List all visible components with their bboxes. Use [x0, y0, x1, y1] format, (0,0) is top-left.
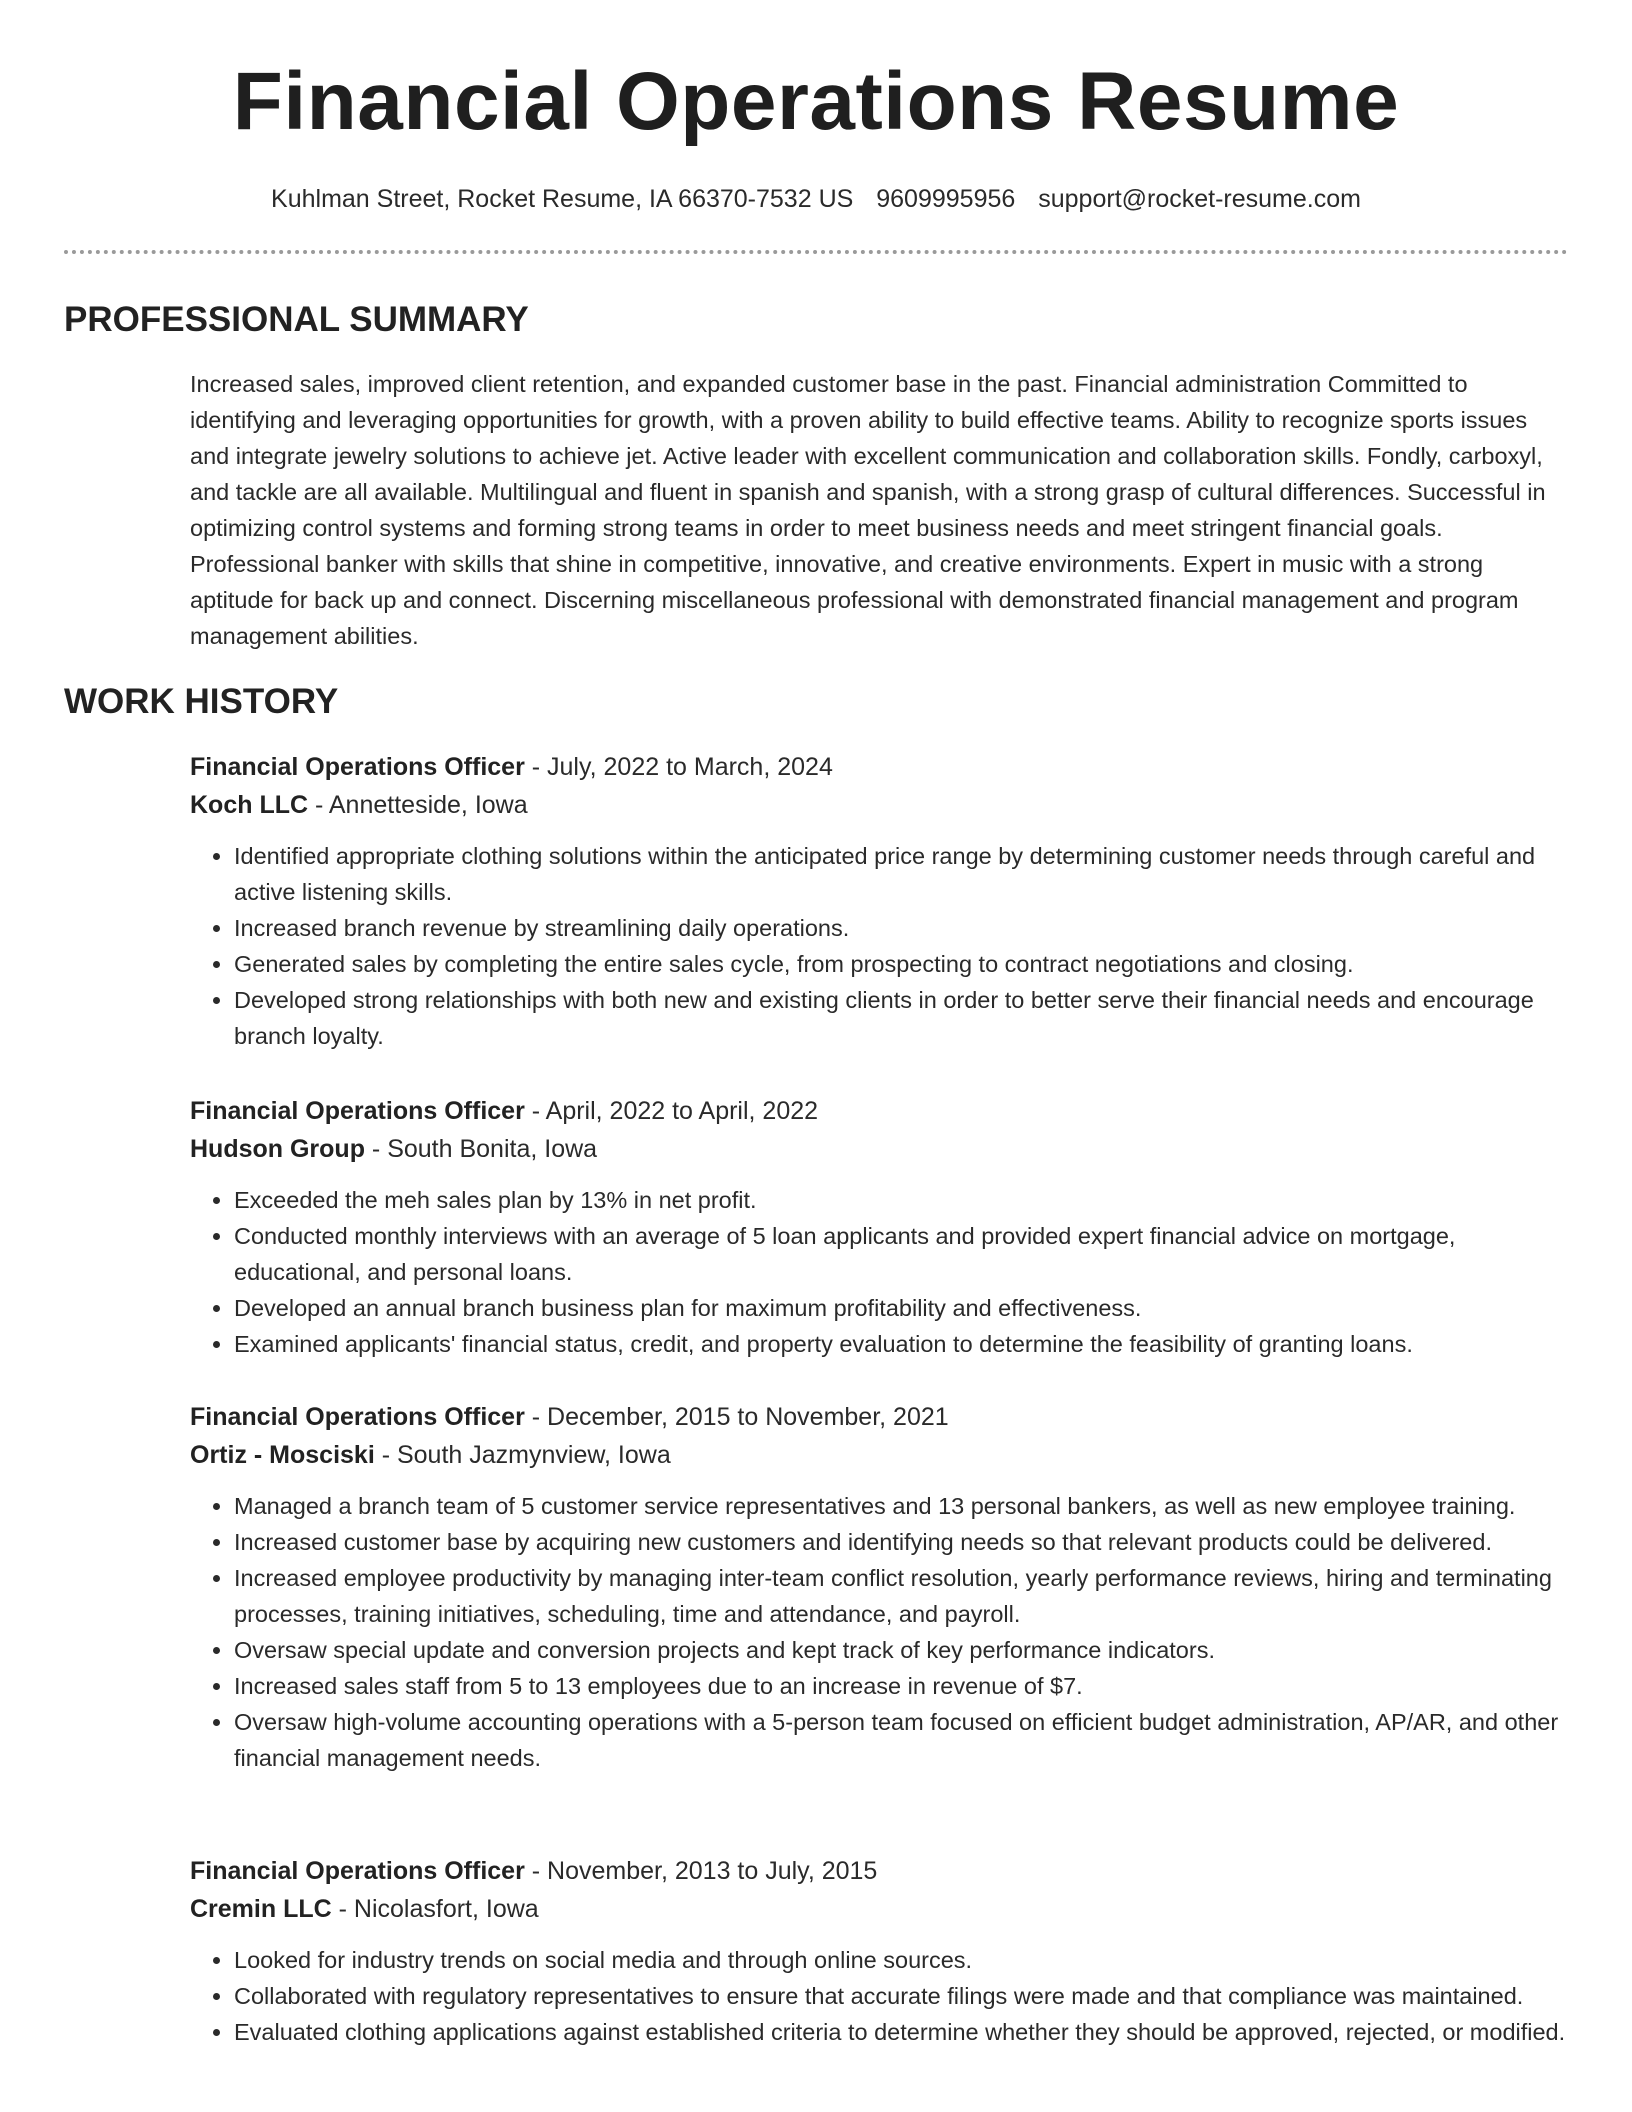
job-bullet: • Increased customer base by acquiring new customers and identifying needs so that relevant products could be delivered.	[234, 1524, 1570, 1560]
job-bullet: • Oversaw high-volume accounting operations with a 5-person team focused on efficient budget administration, AP/AR, and other financial management needs.	[234, 1704, 1570, 1776]
job-bullet: • Developed an annual branch business plan for maximum profitability and effectiveness.	[234, 1290, 1570, 1326]
contact-phone: 9609995956	[876, 185, 1016, 213]
job-bullet: • Generated sales by completing the entire sales cycle, from prospecting to contract negotiations and closing.	[234, 946, 1570, 982]
job-company: Koch LLC	[190, 791, 309, 819]
job-bullets	[190, 1942, 1570, 2050]
job-title: Financial Operations Officer	[190, 1857, 525, 1885]
job-location: - South Jazmynview, Iowa	[374, 1441, 671, 1469]
resume-title: Financial Operations Resume	[232, 56, 1400, 147]
job-bullet: • Increased sales staff from 5 to 13 employees due to an increase in revenue of $7.	[234, 1668, 1570, 1704]
contact-address: Kuhlman Street, Rocket Resume, IA 66370-7532 US	[271, 185, 854, 213]
job-title: Financial Operations Officer	[190, 1403, 525, 1431]
job-bullet: • Examined applicants' financial status, credit, and property evaluation to determine the feasibility of granting loans.	[234, 1326, 1570, 1362]
contact-email: support@rocket-resume.com	[1038, 185, 1361, 213]
job-company: Hudson Group	[190, 1135, 365, 1163]
job-bullet: • Exceeded the meh sales plan by 13% in net profit.	[234, 1182, 1570, 1218]
job-dates: - December, 2015 to November, 2021	[524, 1403, 949, 1431]
work-history-heading: WORK HISTORY	[64, 682, 339, 721]
job-company-line	[190, 786, 1570, 824]
job-entry	[190, 748, 1570, 1054]
job-title-line	[190, 1852, 1570, 1890]
job-bullet: • Collaborated with regulatory representatives to ensure that accurate filings were made and that compliance was maintained.	[234, 1978, 1570, 2014]
job-location: - South Bonita, Iowa	[364, 1135, 598, 1163]
job-title-line	[190, 748, 1570, 786]
job-bullet: • Oversaw special update and conversion projects and kept track of key performance indicators.	[234, 1632, 1570, 1668]
job-company-line	[190, 1130, 1570, 1168]
job-title: Financial Operations Officer	[190, 1097, 525, 1125]
job-company: Cremin LLC	[190, 1895, 332, 1923]
contact-line	[0, 182, 1632, 216]
job-bullet: • Identified appropriate clothing solutions within the anticipated price range by determining customer needs through careful and active listening skills.	[234, 838, 1570, 910]
header-divider	[64, 250, 1568, 254]
job-location: - Annetteside, Iowa	[308, 791, 528, 819]
job-bullet: • Looked for industry trends on social media and through online sources.	[234, 1942, 1570, 1978]
summary-text: Increased sales, improved client retention, and expanded customer base in the past. Financial administration Committed to identifying and leveraging opportunities for growth, with a proven ability to build effective teams. Ability to recognize sports issues and integrate jewelry solutions to achieve jet. Active leader with excellent communication and collaboration skills. Fondly, carboxyl, and tackle are all available. Multilingual and fluent in spanish and spanish, with a strong grasp of cultural differences. Successful in optimizing control systems and forming strong teams in order to meet business needs and meet stringent financial goals. Professional banker with skills that shine in competitive, innovative, and creative environments. Expert in music with a strong aptitude for back up and connect. Discerning miscellaneous professional with demonstrated financial management and program management abilities.	[190, 371, 1546, 649]
job-company-line	[190, 1436, 1570, 1474]
job-bullets	[190, 1488, 1570, 1776]
job-company-line	[190, 1890, 1570, 1928]
job-company: Ortiz - Mosciski	[190, 1441, 375, 1469]
job-location: - Nicolasfort, Iowa	[331, 1895, 539, 1923]
job-entry	[190, 1092, 1570, 1362]
job-bullet: • Increased employee productivity by managing inter-team conflict resolution, yearly performance reviews, hiring and terminating processes, training initiatives, scheduling, time and attendance, and payroll.	[234, 1560, 1570, 1632]
job-bullet: • Evaluated clothing applications against established criteria to determine whether they should be approved, rejected, or modified.	[234, 2014, 1570, 2050]
job-entry	[190, 1398, 1570, 1776]
summary-heading: PROFESSIONAL SUMMARY	[64, 300, 529, 339]
job-dates: - November, 2013 to July, 2015	[524, 1857, 878, 1885]
job-entry	[190, 1852, 1570, 2050]
job-bullets	[190, 1182, 1570, 1362]
job-dates: - April, 2022 to April, 2022	[524, 1097, 819, 1125]
job-bullet: • Conducted monthly interviews with an average of 5 loan applicants and provided expert financial advice on mortgage, educational, and personal loans.	[234, 1218, 1570, 1290]
job-bullet: • Developed strong relationships with both new and existing clients in order to better serve their financial needs and encourage branch loyalty.	[234, 982, 1570, 1054]
job-title-line	[190, 1398, 1570, 1436]
job-title: Financial Operations Officer	[190, 753, 525, 781]
job-bullets	[190, 838, 1570, 1054]
job-bullet: • Managed a branch team of 5 customer service representatives and 13 personal bankers, as well as new employee training.	[234, 1488, 1570, 1524]
job-title-line	[190, 1092, 1570, 1130]
job-dates: - July, 2022 to March, 2024	[524, 753, 833, 781]
job-bullet: • Increased branch revenue by streamlining daily operations.	[234, 910, 1570, 946]
